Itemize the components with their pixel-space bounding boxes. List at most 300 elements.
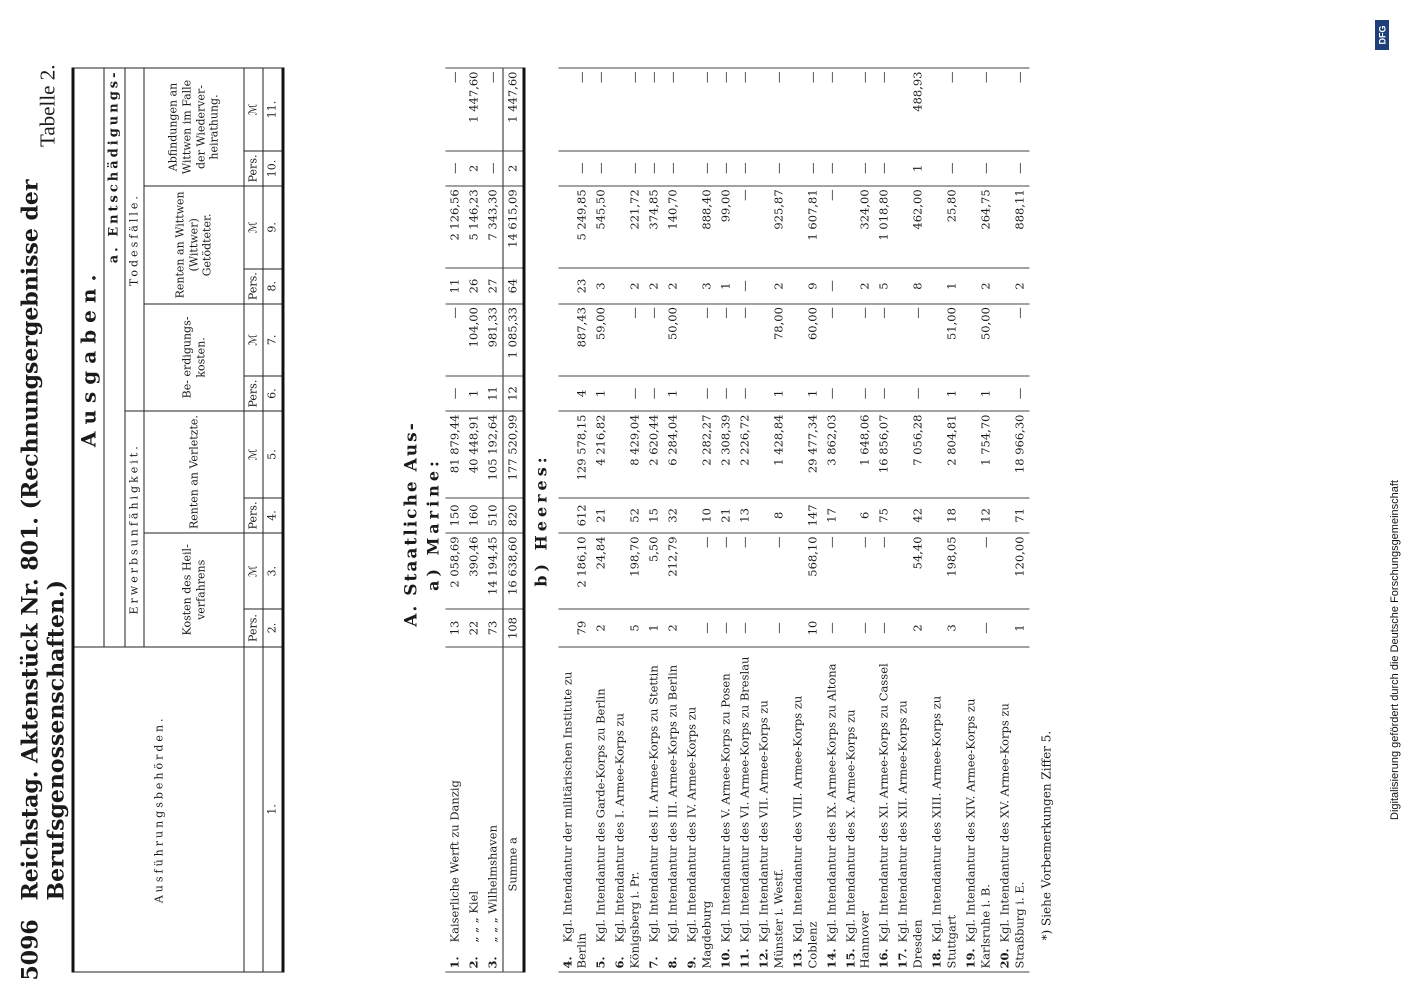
table-cell: — xyxy=(446,376,465,411)
table-cell: 1 xyxy=(894,151,928,186)
table-cell: 23 xyxy=(558,268,592,303)
row-number: 1. xyxy=(447,956,462,969)
table-cell: 60,00 xyxy=(788,304,822,376)
table-cell: 50,00 xyxy=(962,304,996,376)
table-cell: — xyxy=(716,533,735,609)
table-cell: 52 xyxy=(611,498,645,533)
table-cell: 16 856,07 xyxy=(875,411,894,498)
table-cell: 545,50 xyxy=(592,186,611,269)
table-cell: 1 xyxy=(592,376,611,411)
table-cell: — xyxy=(683,304,717,376)
heer-rows xyxy=(558,68,1029,972)
header-pers: Pers. xyxy=(244,269,263,304)
header-entschaedigungen: a. Entschädigungs- xyxy=(104,68,125,647)
col-number: 3. xyxy=(263,533,283,609)
table-cell: — xyxy=(822,151,841,186)
row-label xyxy=(716,647,735,972)
row-label xyxy=(754,647,788,972)
table-cell: 25,80 xyxy=(928,186,962,269)
table-cell: 221,72 xyxy=(611,186,645,269)
table-cell: 104,00 xyxy=(464,304,483,376)
table-cell: 51,00 xyxy=(928,304,962,376)
table-cell: 54,40 xyxy=(894,533,928,609)
table-cell: 73 xyxy=(483,609,502,646)
table-label: Tabelle 2. xyxy=(35,64,60,147)
header-beerdigung: Be- erdigungs- kosten. xyxy=(144,304,244,411)
header-pers: Pers. xyxy=(244,498,263,533)
table-cell: 1 xyxy=(664,376,683,411)
table-cell: 212,79 xyxy=(664,533,683,609)
col-number: 7. xyxy=(263,304,283,376)
table-cell: 64 xyxy=(503,268,524,303)
table-cell: 150 xyxy=(446,498,465,533)
table-cell: 1 447,60 xyxy=(464,68,483,151)
table-cell: 2 058,69 xyxy=(446,533,465,609)
table-cell: — xyxy=(822,304,841,376)
subsection-heer: b) Heeres: xyxy=(531,453,551,587)
table-cell: — xyxy=(841,151,875,186)
row-number: 6. xyxy=(612,956,627,969)
page-number: 5096 xyxy=(17,919,44,981)
table-cell: — xyxy=(592,151,611,186)
table-cell: — xyxy=(735,268,754,303)
row-label xyxy=(788,647,822,972)
table-cell: 1 085,33 xyxy=(503,304,524,376)
table-cell: 2 620,44 xyxy=(645,411,664,498)
header-renten-verletzte: Renten an Verletzte. xyxy=(144,411,244,533)
table-cell: 981,33 xyxy=(483,304,502,376)
table-cell: 129 578,15 xyxy=(558,411,592,498)
row-number: 8. xyxy=(665,956,680,969)
table-cell: 2 xyxy=(592,609,611,646)
table-cell: 6 xyxy=(841,498,875,533)
table-cell: 2 308,39 xyxy=(716,411,735,498)
table-cell: — xyxy=(754,68,788,151)
table-cell: 3 xyxy=(592,268,611,303)
row-authority: Kgl. Intendantur des II. Armee-Korps zu Stettin xyxy=(646,665,661,943)
table-row xyxy=(754,68,788,972)
table-cell: — xyxy=(822,268,841,303)
table-cell: 27 xyxy=(483,268,502,303)
table-cell: — xyxy=(822,68,841,151)
row-label xyxy=(735,647,754,972)
table-cell: 7 343,30 xyxy=(483,186,502,269)
header-kosten-heil: Kosten des Heil- verfahrens xyxy=(144,533,244,647)
table-cell: 11 xyxy=(483,376,502,411)
table-cell: 324,00 xyxy=(841,186,875,269)
table-cell: 8 xyxy=(894,268,928,303)
table-cell: 2 804,81 xyxy=(928,411,962,498)
table-cell: 13 xyxy=(735,498,754,533)
row-label xyxy=(822,647,841,972)
header-mark: ℳ xyxy=(244,304,263,376)
col-number: 10. xyxy=(263,151,283,186)
table-cell: 1 648,06 xyxy=(841,411,875,498)
table-cell: 8 429,04 xyxy=(611,411,645,498)
table-header xyxy=(72,68,285,973)
table-cell: 18 xyxy=(928,498,962,533)
table-row xyxy=(735,68,754,972)
row-authority: Kgl. Intendantur des XIII. Armee-Korps zu Stuttgart xyxy=(929,695,959,969)
row-number: 5. xyxy=(593,956,608,969)
row-label xyxy=(683,647,717,972)
row-authority: Kgl. Intendantur des III. Armee-Korps zu Berlin xyxy=(665,664,680,943)
table-cell: 1 xyxy=(716,268,735,303)
table-cell: 568,10 xyxy=(788,533,822,609)
table-row xyxy=(822,68,841,972)
table-cell: 140,70 xyxy=(664,186,683,269)
running-head: Reichstag. Aktenstück Nr. 801. (Rechnungsergebnisse der Berufsgenossenschaften.) xyxy=(17,179,70,901)
table-cell: — xyxy=(683,376,717,411)
table-cell: 1 754,70 xyxy=(962,411,996,498)
row-authority: Kgl. Intendantur des I. Armee-Korps zu Königsberg i. Pr. xyxy=(612,713,642,969)
row-label xyxy=(664,647,683,972)
table-cell: 11 xyxy=(446,268,465,303)
table-cell: 5 249,85 xyxy=(558,186,592,269)
summe-row xyxy=(503,68,524,972)
table-cell: 71 xyxy=(995,498,1029,533)
header-renten-witwen: Renten an Wittwen (Wittwer) Getödteter. xyxy=(144,186,244,304)
table-cell: 2 xyxy=(645,268,664,303)
table-cell: 17 xyxy=(822,498,841,533)
header-todes: Todesfälle. xyxy=(125,68,144,411)
table-cell: 21 xyxy=(592,498,611,533)
table-cell: — xyxy=(841,533,875,609)
table-cell: 10 xyxy=(683,498,717,533)
table-cell: 2 xyxy=(894,609,928,646)
table-cell: — xyxy=(735,533,754,609)
table-cell: — xyxy=(894,376,928,411)
table-cell: — xyxy=(592,68,611,151)
table-cell: — xyxy=(962,68,996,151)
table-cell: 612 xyxy=(558,498,592,533)
header-mark: ℳ xyxy=(244,411,263,498)
table-cell: — xyxy=(735,304,754,376)
col-number: 5. xyxy=(263,411,283,498)
table-cell: — xyxy=(735,186,754,269)
row-label xyxy=(611,647,645,972)
table-cell: — xyxy=(611,304,645,376)
table-cell: — xyxy=(822,609,841,646)
row-authority: Kgl. Intendantur des V. Armee-Korps zu Posen xyxy=(718,673,733,943)
row-authority: Kgl. Intendantur des XIV. Armee-Korps zu Karlsruhe i. B. xyxy=(963,698,993,969)
table-cell: 15 xyxy=(645,498,664,533)
table-cell: — xyxy=(683,533,717,609)
table-cell: — xyxy=(683,151,717,186)
table-cell: — xyxy=(483,151,502,186)
row-authority: Kgl. Intendantur des XV. Armee-Korps zu Straßburg i. E. xyxy=(997,703,1027,969)
table-cell: — xyxy=(875,68,894,151)
row-number: 9. xyxy=(684,956,699,969)
table-cell: 1 xyxy=(928,268,962,303)
table-cell: 3 xyxy=(683,268,717,303)
table-cell: 510 xyxy=(483,498,502,533)
table-row xyxy=(558,68,592,972)
table-cell: — xyxy=(446,68,465,151)
row-number: 14. xyxy=(824,948,839,969)
table-cell: — xyxy=(928,68,962,151)
table-cell: — xyxy=(788,68,822,151)
table-cell: 2 xyxy=(664,268,683,303)
row-label xyxy=(995,647,1029,972)
table-cell: — xyxy=(788,151,822,186)
table-row xyxy=(962,68,996,972)
table-cell: 160 xyxy=(464,498,483,533)
table-cell: 147 xyxy=(788,498,822,533)
table-cell: 16 638,60 xyxy=(503,533,524,609)
table-cell: — xyxy=(841,376,875,411)
row-label xyxy=(962,647,996,972)
table-cell: 2 xyxy=(962,268,996,303)
table-cell: 5 xyxy=(611,609,645,646)
table-cell: — xyxy=(754,151,788,186)
table-row xyxy=(875,68,894,972)
header-pers: Pers. xyxy=(244,376,263,411)
row-authority: „ „ „ Kiel xyxy=(466,890,481,943)
table-cell: — xyxy=(716,376,735,411)
table-cell: — xyxy=(841,609,875,646)
table-cell: 2 xyxy=(464,151,483,186)
table-cell: 1 428,84 xyxy=(754,411,788,498)
table-cell: 462,00 xyxy=(894,186,928,269)
row-number: 2. xyxy=(466,956,481,969)
table-cell: 390,46 xyxy=(464,533,483,609)
table-cell: 14 194,45 xyxy=(483,533,502,609)
table-cell: — xyxy=(446,304,465,376)
table-cell: — xyxy=(716,609,735,646)
row-number: 7. xyxy=(646,956,661,969)
table-cell: — xyxy=(995,304,1029,376)
table-cell: 59,00 xyxy=(592,304,611,376)
table-row xyxy=(483,68,502,972)
table-cell: — xyxy=(754,609,788,646)
table-cell: 32 xyxy=(664,498,683,533)
table-cell: 374,85 xyxy=(645,186,664,269)
row-authority: Kgl. Intendantur der militärischen Institute zu Berlin xyxy=(560,671,589,969)
col-number: 4. xyxy=(263,498,283,533)
table-cell: — xyxy=(875,533,894,609)
table-cell: 5 xyxy=(875,268,894,303)
table-cell: — xyxy=(664,151,683,186)
table-cell: — xyxy=(822,533,841,609)
table-cell: 18 966,30 xyxy=(995,411,1029,498)
table-cell: — xyxy=(841,68,875,151)
row-number: 13. xyxy=(790,948,805,969)
header-abfindungen: Abfindungen an Wittwen im Falle der Wiederver- heirathung. xyxy=(144,68,244,186)
table-cell: 2 xyxy=(995,268,1029,303)
table-cell: 1 018,80 xyxy=(875,186,894,269)
col-number: 9. xyxy=(263,186,283,269)
table-cell: — xyxy=(716,304,735,376)
table-row xyxy=(894,68,928,972)
table-cell: 7 056,28 xyxy=(894,411,928,498)
document-page xyxy=(0,21,1397,981)
table-cell: 198,70 xyxy=(611,533,645,609)
table-cell: 99,00 xyxy=(716,186,735,269)
row-number: 18. xyxy=(929,948,944,969)
table-cell: 14 615,09 xyxy=(503,186,524,269)
table-cell: 12 xyxy=(962,498,996,533)
table-cell: — xyxy=(611,376,645,411)
dfg-logo: DFG xyxy=(1375,20,1389,50)
table-cell: 22 xyxy=(464,609,483,646)
table-cell: 198,05 xyxy=(928,533,962,609)
table-cell: 888,11 xyxy=(995,186,1029,269)
table-cell: 1 xyxy=(962,376,996,411)
table-cell: 24,84 xyxy=(592,533,611,609)
table-row xyxy=(928,68,962,972)
row-authority: Kgl. Intendantur des IV. Armee-Korps zu Magdeburg xyxy=(684,706,714,969)
row-number: 15. xyxy=(843,948,858,969)
row-number: 12. xyxy=(756,948,771,969)
table-cell: 1 xyxy=(788,376,822,411)
row-authority: Kgl. Intendantur des X. Armee-Korps zu Hannover xyxy=(843,709,872,969)
table-cell: 5 146,23 xyxy=(464,186,483,269)
table-cell: 820 xyxy=(503,498,524,533)
table-cell: 81 879,44 xyxy=(446,411,465,498)
table-cell: 3 862,03 xyxy=(822,411,841,498)
header-pers: Pers. xyxy=(244,609,263,646)
header-mark: ℳ xyxy=(244,186,263,269)
table-row xyxy=(664,68,683,972)
subsection-marine: a) Marine: xyxy=(423,457,443,591)
table-cell: — xyxy=(995,376,1029,411)
table-cell: — xyxy=(995,68,1029,151)
table-cell: 108 xyxy=(503,609,524,646)
row-label xyxy=(645,647,664,972)
table-row xyxy=(995,68,1029,972)
row-number: 3. xyxy=(485,956,500,969)
table-cell: — xyxy=(754,533,788,609)
col-number: 11. xyxy=(263,68,283,151)
table-cell: — xyxy=(645,68,664,151)
row-authority: Kgl. Intendantur des XII. Armee-Korps zu Dresden xyxy=(895,700,925,969)
table-cell: 1 607,81 xyxy=(788,186,822,269)
table-cell: 1 xyxy=(995,609,1029,646)
row-number: 17. xyxy=(895,948,910,969)
row-label xyxy=(464,647,483,972)
row-number: 19. xyxy=(963,948,978,969)
table-row xyxy=(446,68,465,972)
header-pers: Pers. xyxy=(244,151,263,186)
table-row xyxy=(611,68,645,972)
marine-rows xyxy=(446,68,503,972)
table-row xyxy=(788,68,822,972)
table-cell: 50,00 xyxy=(664,304,683,376)
table-cell: — xyxy=(483,68,502,151)
row-authority: Kgl. Intendantur des XI. Armee-Korps zu Cassel xyxy=(876,663,891,943)
table-cell: — xyxy=(664,68,683,151)
row-number: 4. xyxy=(560,956,575,969)
table-cell: — xyxy=(683,609,717,646)
table-cell: 1 xyxy=(645,609,664,646)
table-cell: 1 xyxy=(464,376,483,411)
header-ausgaben: Ausgaben. xyxy=(73,68,104,647)
table-cell: — xyxy=(645,376,664,411)
table-cell: — xyxy=(962,609,996,646)
table-cell: — xyxy=(875,376,894,411)
table-cell: — xyxy=(894,304,928,376)
section-a-title: A. Staatliche Aus- xyxy=(401,421,422,627)
row-authority: „ „ „ Wilhelmshaven xyxy=(485,825,500,943)
table-cell: 887,43 xyxy=(558,304,592,376)
table-cell: 9 xyxy=(788,268,822,303)
table-cell: 488,93 xyxy=(894,68,928,151)
table-cell: 12 xyxy=(503,376,524,411)
table-cell: 75 xyxy=(875,498,894,533)
table-cell: 21 xyxy=(716,498,735,533)
table-cell: — xyxy=(841,304,875,376)
table-cell: 13 xyxy=(446,609,465,646)
table-cell: 925,87 xyxy=(754,186,788,269)
table-cell: — xyxy=(822,376,841,411)
table-cell: — xyxy=(683,68,717,151)
row-number: 10. xyxy=(718,948,733,969)
row-authority: Kgl. Intendantur des VII. Armee-Korps zu Münster i. Westf. xyxy=(756,700,786,969)
row-label xyxy=(592,647,611,972)
row-authority: Kgl. Intendantur des VIII. Armee-Korps zu Coblenz xyxy=(790,695,820,969)
table-cell: 1 447,60 xyxy=(503,68,524,151)
table-row xyxy=(716,68,735,972)
table-cell: — xyxy=(822,186,841,269)
table-cell: — xyxy=(611,151,645,186)
table-cell: 5,50 xyxy=(645,533,664,609)
table-cell: 1 xyxy=(928,376,962,411)
table-cell: 2 xyxy=(503,151,524,186)
row-label xyxy=(894,647,928,972)
header-authorities: Ausführungsbehörden. xyxy=(73,647,244,972)
table-cell: 4 216,82 xyxy=(592,411,611,498)
table-cell: 79 xyxy=(558,609,592,646)
table-cell: 105 192,64 xyxy=(483,411,502,498)
table-cell: — xyxy=(735,151,754,186)
table-cell: — xyxy=(716,68,735,151)
table-cell: — xyxy=(716,151,735,186)
table-row xyxy=(464,68,483,972)
data-table xyxy=(446,68,1030,973)
table-row xyxy=(645,68,664,972)
table-cell: — xyxy=(558,151,592,186)
row-label xyxy=(928,647,962,972)
table-cell: — xyxy=(735,609,754,646)
table-cell: — xyxy=(928,151,962,186)
dfg-credit: Digitalisierung gefördert durch die Deutsche Forschungsgemeinschaft xyxy=(1389,480,1401,820)
table-cell: — xyxy=(962,151,996,186)
table-cell: 2 xyxy=(664,609,683,646)
table-row xyxy=(841,68,875,972)
col-number: 8. xyxy=(263,269,283,304)
col-number: 2. xyxy=(263,609,283,646)
row-label xyxy=(558,647,592,972)
table-cell: 6 284,04 xyxy=(664,411,683,498)
table-cell: — xyxy=(875,609,894,646)
col-number: 6. xyxy=(263,376,283,411)
table-cell: 1 xyxy=(754,376,788,411)
table-cell: — xyxy=(735,376,754,411)
table-cell: 2 126,56 xyxy=(446,186,465,269)
table-cell: 26 xyxy=(464,268,483,303)
dfg-sidebar xyxy=(1377,10,1401,990)
table-cell: 2 282,27 xyxy=(683,411,717,498)
table-cell: — xyxy=(645,304,664,376)
table-cell: — xyxy=(875,151,894,186)
row-label xyxy=(875,647,894,972)
row-authority: Kgl. Intendantur des VI. Armee-Korps zu Breslau xyxy=(737,656,752,943)
table-cell: — xyxy=(611,68,645,151)
table-cell: 2 226,72 xyxy=(735,411,754,498)
header-mark: ℳ xyxy=(244,533,263,609)
table-cell: 8 xyxy=(754,498,788,533)
